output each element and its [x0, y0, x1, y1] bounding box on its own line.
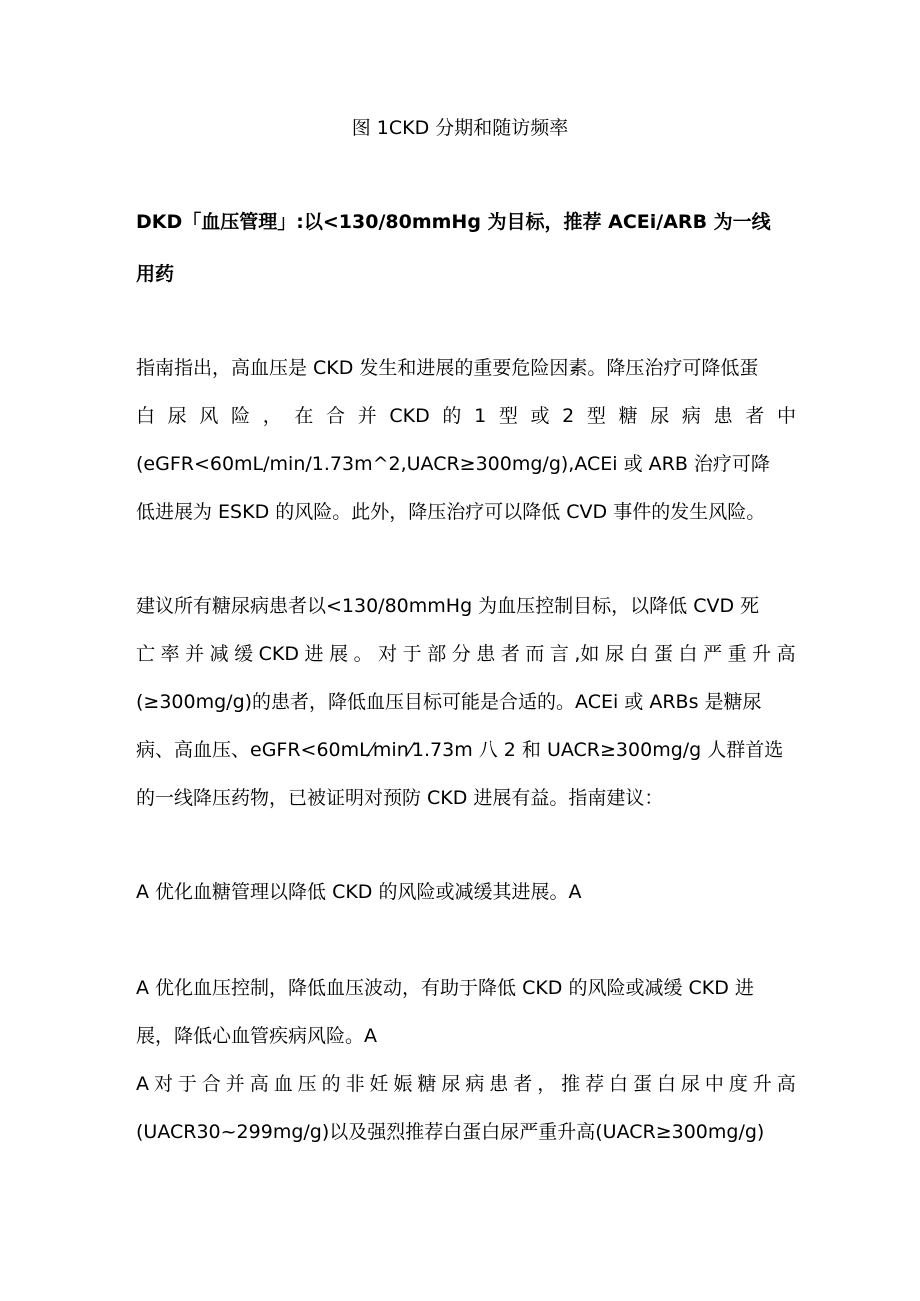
text-segment: 缓: [234, 643, 254, 665]
text-segment: 进: [304, 643, 324, 665]
text-segment: 白: [609, 1073, 629, 1095]
text-segment: 合: [201, 1073, 221, 1095]
text-segment: 患: [476, 643, 496, 665]
text-segment: 度: [728, 1073, 748, 1095]
text-segment: 1: [474, 405, 487, 427]
text-segment: 中: [704, 1073, 724, 1095]
heading-line-1: DKD「血压管理」:以<130/80mmHg 为目标，推荐 ACEi/ARB 为一线: [136, 211, 771, 233]
text-segment: 者: [513, 1073, 533, 1095]
text-segment: 中: [776, 405, 796, 427]
text-segment: 蛋: [654, 643, 674, 665]
text-segment: 率: [160, 643, 180, 665]
text-segment: 于: [402, 643, 422, 665]
heading-line-2: 用药: [136, 263, 175, 285]
recommendation-3-line-1: [136, 1068, 796, 1100]
text-segment: 合: [326, 405, 346, 427]
text-segment: 患: [713, 405, 733, 427]
text-segment: 尿: [167, 405, 187, 427]
text-segment: 白: [656, 1073, 676, 1095]
text-segment: 升: [752, 1073, 772, 1095]
paragraph-2-line-3: (≥300mg/g)的患者，降低血压目标可能是合适的。ACEi 或 ARBs 是糖尿: [136, 691, 762, 713]
recommendation-2-line-2: 展，降低心血管疾病风险。A: [136, 1025, 377, 1047]
text-segment: 并: [225, 1073, 245, 1095]
paragraph-2-line-1: 建议所有糖尿病患者以<130/80mmHg 为血压控制目标，以降低 CVD 死: [136, 595, 760, 617]
text-segment: 2: [562, 405, 575, 427]
text-segment: CKD: [389, 405, 430, 427]
text-segment: 部: [427, 643, 447, 665]
text-segment: 高: [776, 1073, 796, 1095]
text-segment: 升: [752, 643, 772, 665]
paragraph-2-line-4: 病、高血压、eGFR<60mL⁄min⁄1.73m 八 2 和 UACR≥300mg/g 人群首选: [136, 739, 784, 761]
text-segment: 对: [153, 1073, 173, 1095]
text-segment: ，: [262, 405, 282, 427]
text-segment: 者: [500, 643, 520, 665]
text-segment: 者: [745, 405, 765, 427]
text-segment: 。: [353, 643, 373, 665]
text-segment: 的: [442, 405, 462, 427]
text-segment: ,如: [574, 643, 600, 665]
text-segment: 尿: [441, 1073, 461, 1095]
text-segment: 对: [378, 643, 398, 665]
text-segment: 患: [489, 1073, 509, 1095]
text-segment: 重: [727, 643, 747, 665]
text-segment: 或: [530, 405, 550, 427]
text-segment: 于: [177, 1073, 197, 1095]
recommendation-1: A 优化血糖管理以降低 CKD 的风险或减缓其进展。A: [136, 881, 582, 903]
text-segment: 妊: [369, 1073, 389, 1095]
text-segment: 白: [136, 405, 156, 427]
text-segment: 糖: [618, 405, 638, 427]
text-segment: 蛋: [633, 1073, 653, 1095]
text-segment: 白: [629, 643, 649, 665]
text-segment: 而: [525, 643, 545, 665]
text-segment: 尿: [650, 405, 670, 427]
text-segment: 非: [345, 1073, 365, 1095]
text-segment: 型: [498, 405, 518, 427]
text-segment: CKD: [258, 643, 300, 665]
text-segment: 在: [294, 405, 314, 427]
paragraph-2-line-5: 的一线降压药物，已被证明对预防 CKD 进展有益。指南建议：: [136, 787, 664, 809]
text-segment: 并: [357, 405, 377, 427]
paragraph-1-line-3: (eGFR<60mL/min/1.73m^2,UACR≥300mg/g),ACEi 或 ARB 治疗可降: [136, 453, 770, 475]
text-segment: 风: [199, 405, 219, 427]
text-segment: 言: [549, 643, 569, 665]
paragraph-2-line-2: [136, 638, 796, 670]
text-segment: 型: [586, 405, 606, 427]
text-segment: 严: [703, 643, 723, 665]
text-segment: 分: [451, 643, 471, 665]
figure-caption: 图 1CKD 分期和随访频率: [351, 117, 569, 139]
text-segment: 的: [321, 1073, 341, 1095]
text-segment: 高: [249, 1073, 269, 1095]
text-segment: 压: [297, 1073, 317, 1095]
recommendation-2-line-1: A 优化血压控制，降低血压波动，有助于降低 CKD 的风险或减缓 CKD 进: [136, 977, 754, 999]
text-segment: 减: [209, 643, 229, 665]
text-segment: 病: [465, 1073, 485, 1095]
paragraph-1-line-1: 指南指出，高血压是 CKD 发生和进展的重要危险因素。降压治疗可降低蛋: [136, 357, 759, 379]
text-segment: 病: [681, 405, 701, 427]
text-segment: A: [136, 1073, 149, 1095]
text-segment: 尿: [680, 1073, 700, 1095]
text-segment: 娠: [393, 1073, 413, 1095]
text-segment: 推: [561, 1073, 581, 1095]
recommendation-3-line-2: (UACR30~299mg/g)以及强烈推荐白蛋白尿严重升高(UACR≥300mg/g): [136, 1121, 765, 1143]
text-segment: 险: [231, 405, 251, 427]
text-segment: 荐: [585, 1073, 605, 1095]
paragraph-1-line-4: 低进展为 ESKD 的风险。此外，降压治疗可以降低 CVD 事件的发生风险。: [136, 501, 766, 523]
text-segment: 展: [329, 643, 349, 665]
text-segment: 血: [273, 1073, 293, 1095]
text-segment: 白: [678, 643, 698, 665]
text-segment: 尿: [604, 643, 624, 665]
text-segment: ，: [537, 1073, 557, 1095]
text-segment: 并: [185, 643, 205, 665]
text-segment: 糖: [417, 1073, 437, 1095]
paragraph-1-line-2: [136, 400, 796, 432]
text-segment: 高: [776, 643, 796, 665]
text-segment: 亡: [136, 643, 156, 665]
